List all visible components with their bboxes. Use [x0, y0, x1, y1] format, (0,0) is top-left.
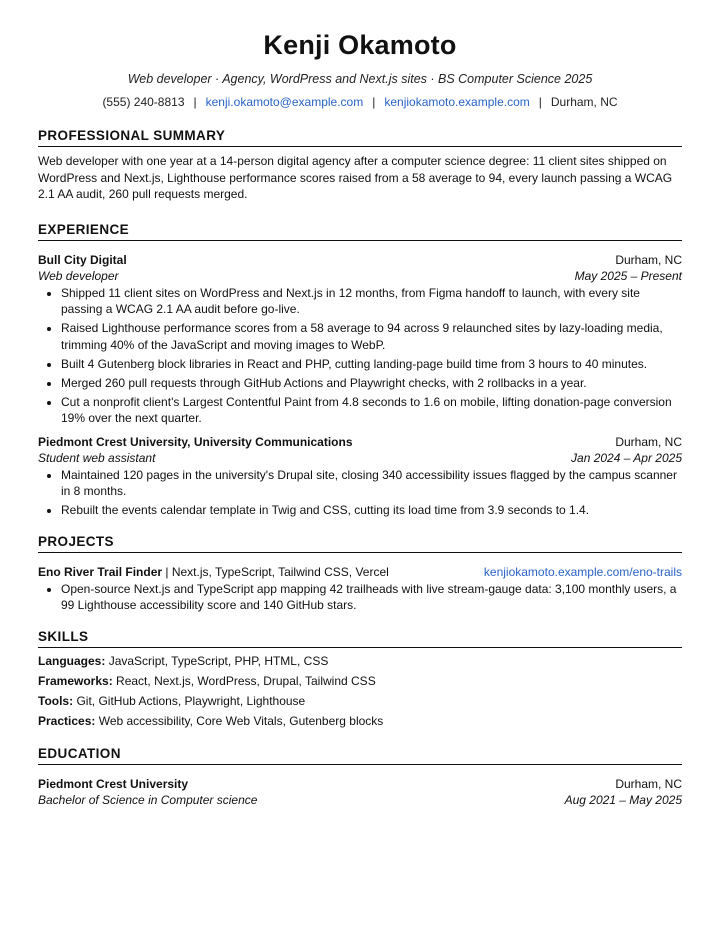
- skill-value: JavaScript, TypeScript, PHP, HTML, CSS: [108, 653, 329, 668]
- project-stack: | Next.js, TypeScript, Tailwind CSS, Vercel: [162, 564, 389, 579]
- separator: |: [538, 95, 542, 109]
- bullet-item: • Cut a nonprofit client's Largest Contentful Paint from 4.8 seconds to 1.6 on mobile, lifting donation-page conversion 19% over the next quarter.: [61, 394, 682, 427]
- job-location: Durham, NC: [615, 434, 682, 449]
- job-entry: [38, 434, 682, 519]
- skill-value: Web accessibility, Core Web Vitals, Gutenberg blocks: [98, 713, 384, 728]
- bullet-item: • Open-source Next.js and TypeScript app mapping 42 trailheads with live stream-gauge data: 3,100 monthly users, a 99 Lighthouse accessibility score and 140 GitHub stars.: [61, 581, 682, 614]
- job-bullets: [38, 285, 682, 427]
- section-title: EDUCATION: [38, 746, 682, 765]
- section-title: PROJECTS: [38, 534, 682, 553]
- skill-label: Tools:: [38, 693, 74, 708]
- projects-section: [38, 534, 682, 614]
- school-location: Durham, NC: [615, 776, 682, 791]
- job-dates: Jan 2024 – Apr 2025: [571, 450, 682, 465]
- experience-section: [38, 222, 682, 519]
- skill-label: Languages:: [38, 653, 106, 668]
- job-org: Bull City Digital: [38, 252, 127, 267]
- education-entry: [38, 776, 682, 808]
- skill-row: [38, 711, 682, 731]
- job-dates: May 2025 – Present: [574, 268, 682, 283]
- email-link[interactable]: kenji.okamoto@example.com: [205, 95, 364, 109]
- bullet-item: • Built 4 Gutenberg block libraries in React and PHP, cutting landing-page build time from 3 hours to 40 minutes.: [61, 356, 682, 373]
- candidate-name: Kenji Okamoto: [263, 30, 457, 60]
- job-role: Student web assistant: [38, 450, 156, 465]
- degree: Bachelor of Science in Computer science: [38, 792, 258, 807]
- skill-value: Git, GitHub Actions, Playwright, Lighthouse: [76, 693, 306, 708]
- tagline: Web developer · Agency, WordPress and Next.js sites · BS Computer Science 2025: [127, 72, 593, 86]
- education-dates: Aug 2021 – May 2025: [564, 792, 682, 807]
- school-name: Piedmont Crest University: [38, 776, 189, 791]
- website-link[interactable]: kenjiokamoto.example.com: [384, 95, 530, 109]
- summary-section: [38, 128, 682, 203]
- skill-row: [38, 651, 682, 671]
- job-entry: [38, 252, 682, 427]
- skill-label: Frameworks:: [38, 673, 113, 688]
- separator: |: [372, 95, 376, 109]
- project-link[interactable]: kenjiokamoto.example.com/eno-trails: [483, 564, 682, 579]
- bullet-item: • Raised Lighthouse performance scores from a 58 average to 94 across 9 relaunched sites by lazy-loading media, trimming 40% of the JavaScript and moving images to WebP.: [61, 320, 682, 353]
- job-role: Web developer: [38, 268, 119, 283]
- location: Durham, NC: [550, 95, 618, 109]
- summary-text: Web developer with one year at a 14-person digital agency after a computer science degree: 11 client sites shipped on WordPress and Next.js, Lighthouse performance scores raised from a 58 average to 94, every launch passing a WCAG 2.1 AA audit, 260 pull requests merged.: [38, 154, 673, 201]
- section-title: EXPERIENCE: [38, 222, 682, 241]
- contact-line: [38, 95, 682, 109]
- bullet-item: • Merged 260 pull requests through GitHub Actions and Playwright checks, with 2 rollbacks in a year.: [61, 375, 682, 392]
- project-name: Eno River Trail Finder: [38, 564, 163, 579]
- phone: (555) 240-8813: [102, 95, 185, 109]
- skill-row: [38, 691, 682, 711]
- skill-value: React, Next.js, WordPress, Drupal, Tailwind CSS: [116, 673, 376, 688]
- job-location: Durham, NC: [615, 252, 682, 267]
- skills-section: [38, 629, 682, 731]
- job-bullets: [38, 467, 682, 519]
- bullet-item: • Rebuilt the events calendar template in Twig and CSS, cutting its load time from 3.9 seconds to 1.4.: [61, 502, 682, 519]
- section-title: SKILLS: [38, 629, 682, 648]
- bullet-item: • Shipped 11 client sites on WordPress and Next.js in 12 months, from Figma handoff to launch, with every site passing a WCAG 2.1 AA audit before go-live.: [61, 285, 682, 318]
- project-bullets: [38, 581, 682, 614]
- project-entry: [38, 564, 682, 614]
- bullet-item: • Maintained 120 pages in the university's Drupal site, closing 340 accessibility issues flagged by the campus scanner in 8 months.: [61, 467, 682, 500]
- skill-row: [38, 671, 682, 691]
- skill-label: Practices:: [38, 713, 96, 728]
- job-org: Piedmont Crest University, University Communications: [38, 434, 353, 449]
- section-title: PROFESSIONAL SUMMARY: [38, 128, 682, 147]
- education-section: [38, 746, 682, 808]
- separator: |: [193, 95, 197, 109]
